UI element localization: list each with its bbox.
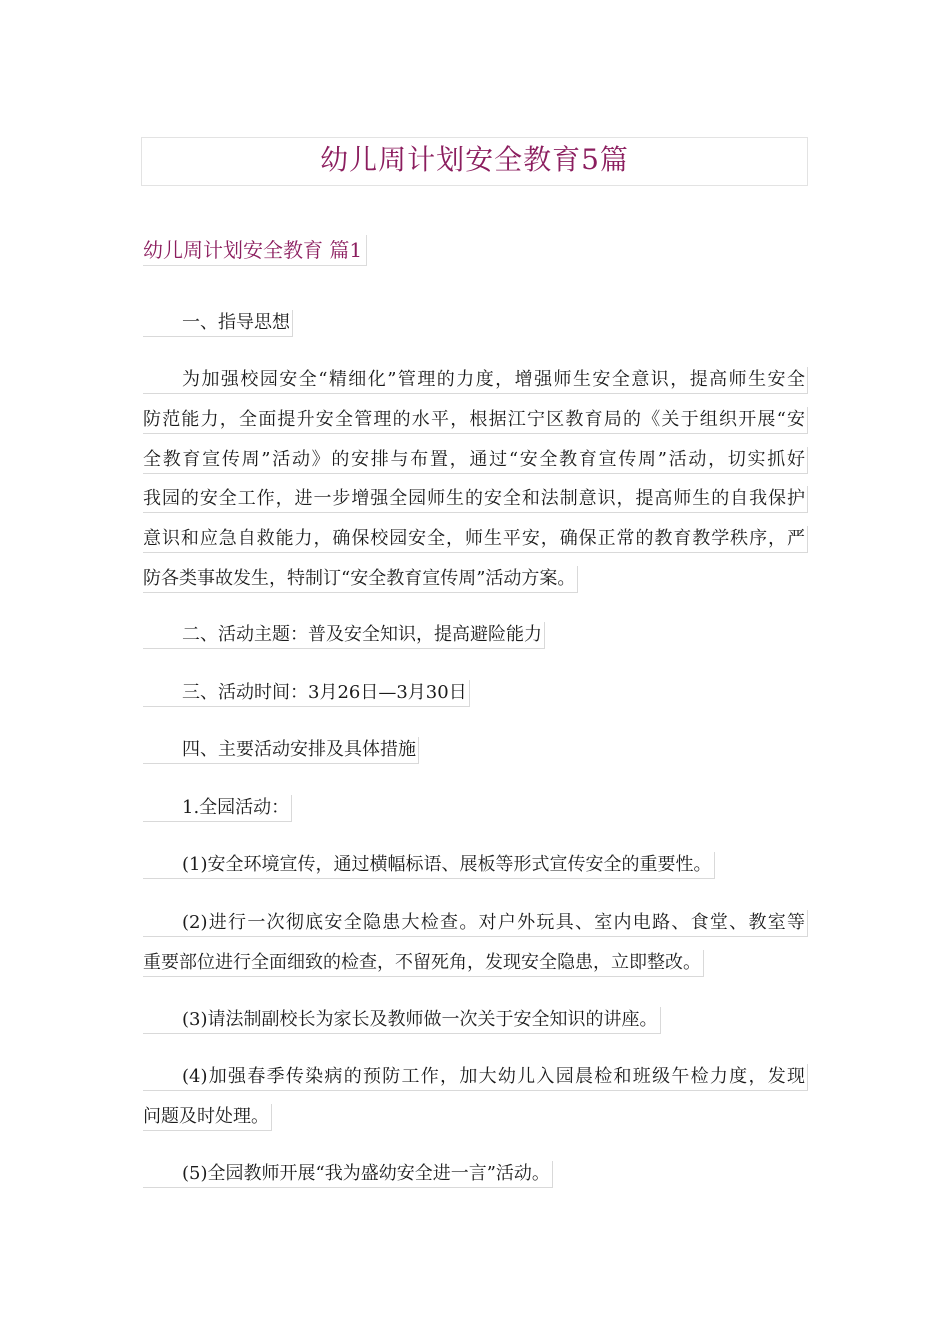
paragraph-line: 我园的安全工作，进一步增强全园师生的安全和法制意识，提高师生的自我保护 xyxy=(143,486,808,513)
sub-item-4-line: (4)加强春季传染病的预防工作，加大幼儿入园晨检和班级午检力度，发现 xyxy=(143,1064,808,1091)
item-campus-activities: 1.全园活动： xyxy=(143,795,292,822)
sub-item-1: (1)安全环境宣传，通过横幅标语、展板等形式宣传安全的重要性。 xyxy=(143,852,715,879)
paragraph-line: 意识和应急自救能力，确保校园安全，师生平安，确保正常的教育教学秩序，严 xyxy=(143,526,808,553)
sub-item-3: (3)请法制副校长为家长及教师做一次关于安全知识的讲座。 xyxy=(143,1007,661,1034)
sub-item-4-line: 问题及时处理。 xyxy=(143,1104,272,1131)
paragraph-line: 防范能力，全面提升安全管理的水平，根据江宁区教育局的《关于组织开展“安 xyxy=(143,407,808,434)
sub-item-2-line: 重要部位进行全面细致的检查，不留死角，发现安全隐患，立即整改。 xyxy=(143,950,704,977)
heading-activity-theme: 二、活动主题：普及安全知识，提高避险能力 xyxy=(143,622,545,649)
sub-item-5: (5)全园教师开展“我为盛幼安全进一言”活动。 xyxy=(143,1161,553,1188)
section-title: 幼儿周计划安全教育 篇1 xyxy=(143,235,367,266)
paragraph-line: 为加强校园安全“精细化”管理的力度，增强师生安全意识，提高师生安全 xyxy=(143,367,808,394)
title-box xyxy=(141,137,808,186)
sub-item-2-line: (2)进行一次彻底安全隐患大检查。对户外玩具、室内电路、食堂、教室等 xyxy=(143,910,808,937)
heading-activity-time: 三、活动时间：3月26日—3月30日 xyxy=(143,680,470,707)
document-title: 幼儿周计划安全教育5篇 xyxy=(320,143,629,176)
paragraph-line: 防各类事故发生，特制订“安全教育宣传周”活动方案。 xyxy=(143,566,578,593)
heading-guiding-thought: 一、指导思想 xyxy=(143,310,293,337)
heading-main-activities: 四、主要活动安排及具体措施 xyxy=(143,737,419,764)
paragraph-line: 全教育宣传周”活动》的安排与布置，通过“安全教育宣传周”活动，切实抓好 xyxy=(143,447,808,474)
